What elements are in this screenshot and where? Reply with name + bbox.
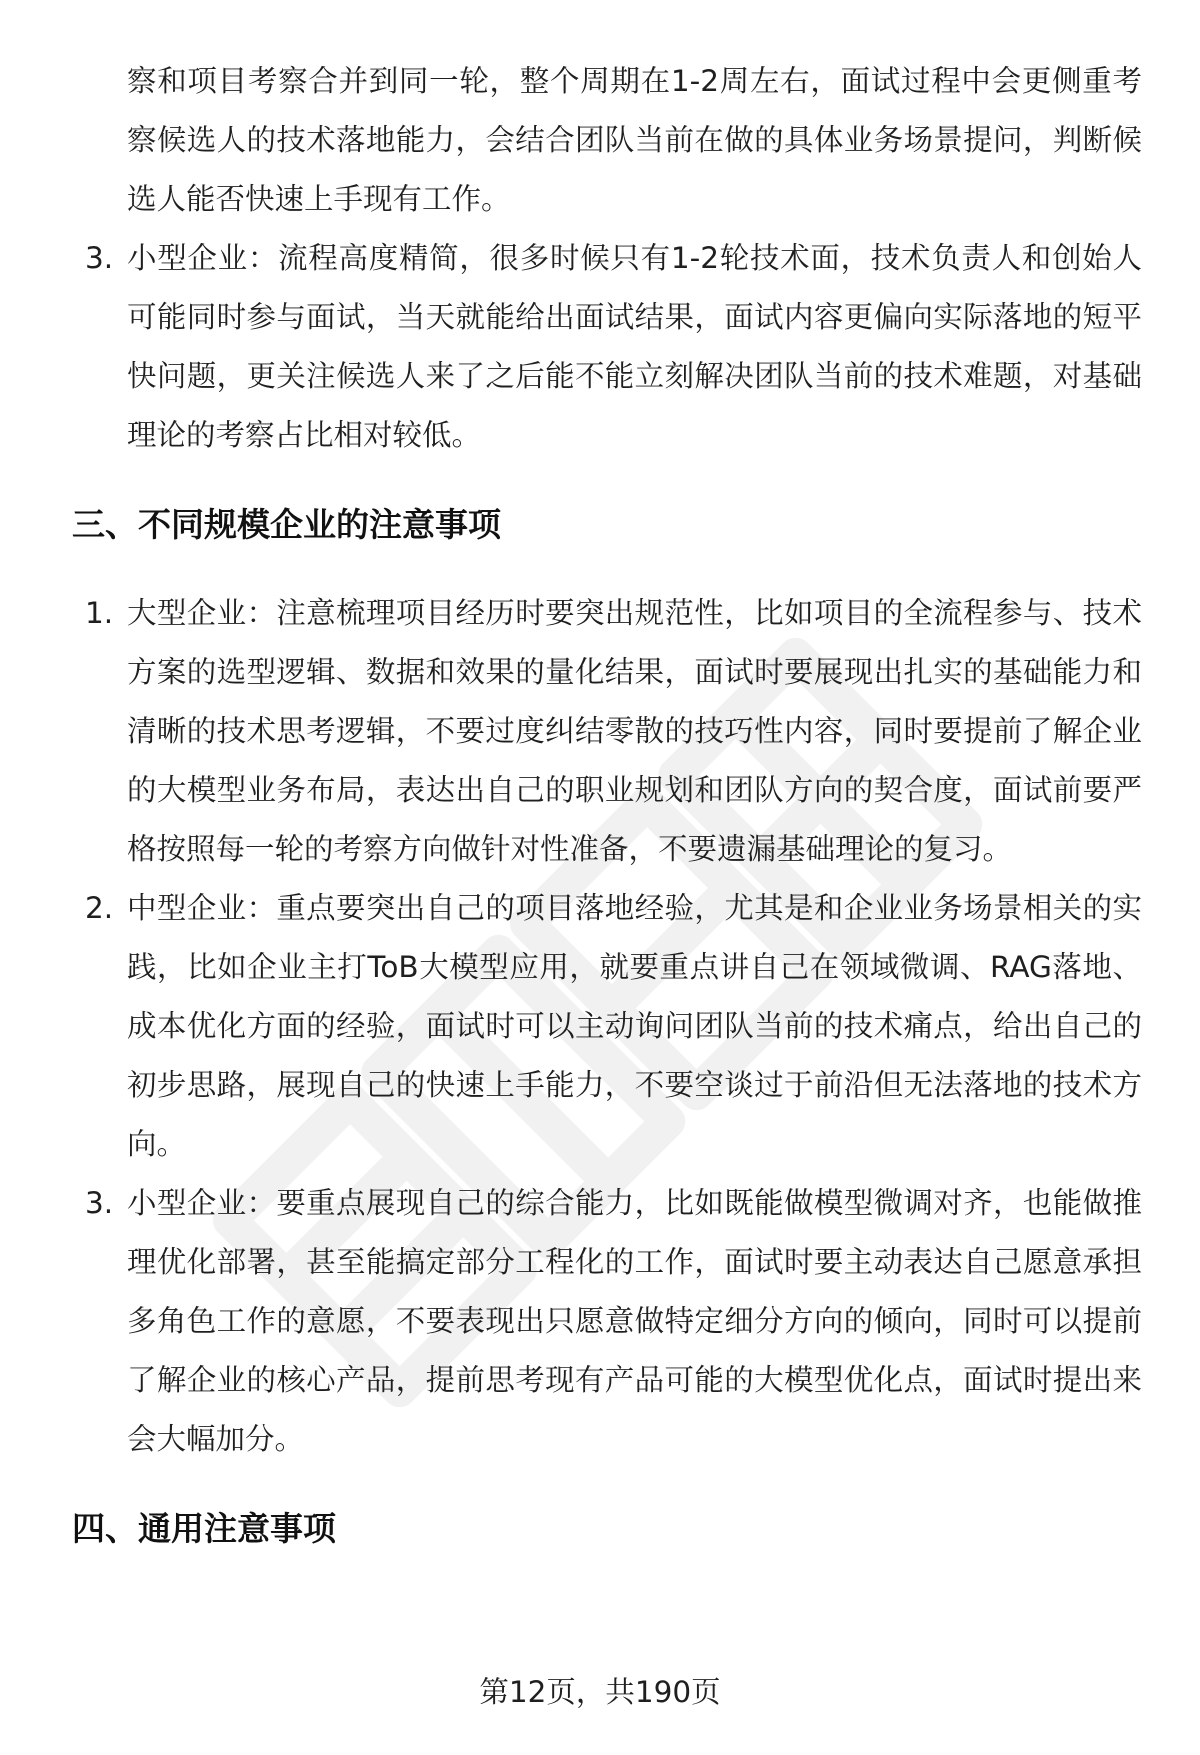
list-item bbox=[72, 879, 1142, 1174]
section-heading-four: 四、通用注意事项 bbox=[72, 1509, 336, 1548]
document-body bbox=[72, 52, 1142, 1558]
list-item-text: 小型企业：要重点展现自己的综合能力，比如既能做模型微调对齐，也能做推理优化部署，甚至能搞定部分工程化的工作，面试时要主动表达自己愿意承担多角色工作的意愿，不要表现出只愿意做特定细分方向的倾向，同时可以提前了解企业的核心产品，提前思考现有产品可能的大模型优化点，面试时提出来会大幅加分。 bbox=[127, 1186, 1142, 1456]
list-item-number: 3. bbox=[85, 1186, 114, 1220]
list-item-number: 3. bbox=[85, 241, 114, 275]
list-item bbox=[72, 1174, 1142, 1469]
list-item bbox=[72, 584, 1142, 879]
list-item bbox=[72, 229, 1142, 465]
list-item-text: 中型企业：重点要突出自己的项目落地经验，尤其是和企业业务场景相关的实践，比如企业主打ToB大模型应用，就要重点讲自己在领域微调、RAG落地、成本优化方面的经验，面试时可以主动询问团队当前的技术痛点，给出自己的初步思路，展现自己的快速上手能力，不要空谈过于前沿但无法落地的技术方向。 bbox=[127, 891, 1142, 1161]
numbered-list-a bbox=[72, 229, 1142, 465]
intro-paragraph: 察和项目考察合并到同一轮，整个周期在1-2周左右，面试过程中会更侧重考察候选人的技术落地能力，会结合团队当前在做的具体业务场景提问，判断候选人能否快速上手现有工作。 bbox=[127, 64, 1142, 216]
list-item-text: 小型企业：流程高度精简，很多时候只有1-2轮技术面，技术负责人和创始人可能同时参与面试，当天就能给出面试结果，面试内容更偏向实际落地的短平快问题，更关注候选人来了之后能不能立刻解决团队当前的技术难题，对基础理论的考察占比相对较低。 bbox=[127, 241, 1142, 452]
list-item-text: 大型企业：注意梳理项目经历时要突出规范性，比如项目的全流程参与、技术方案的选型逻辑、数据和效果的量化结果，面试时要展现出扎实的基础能力和清晰的技术思考逻辑，不要过度纠结零散的技巧性内容，同时要提前了解企业的大模型业务布局，表达出自己的职业规划和团队方向的契合度，面试前要严格按照每一轮的考察方向做针对性准备，不要遗漏基础理论的复习。 bbox=[127, 596, 1142, 866]
list-item-number: 2. bbox=[85, 891, 114, 925]
numbered-list-b bbox=[72, 584, 1142, 1469]
section-heading-three: 三、不同规模企业的注意事项 bbox=[72, 505, 501, 544]
list-item-number: 1. bbox=[85, 596, 114, 630]
page-number-footer: 第12页，共190页 bbox=[479, 1675, 721, 1709]
